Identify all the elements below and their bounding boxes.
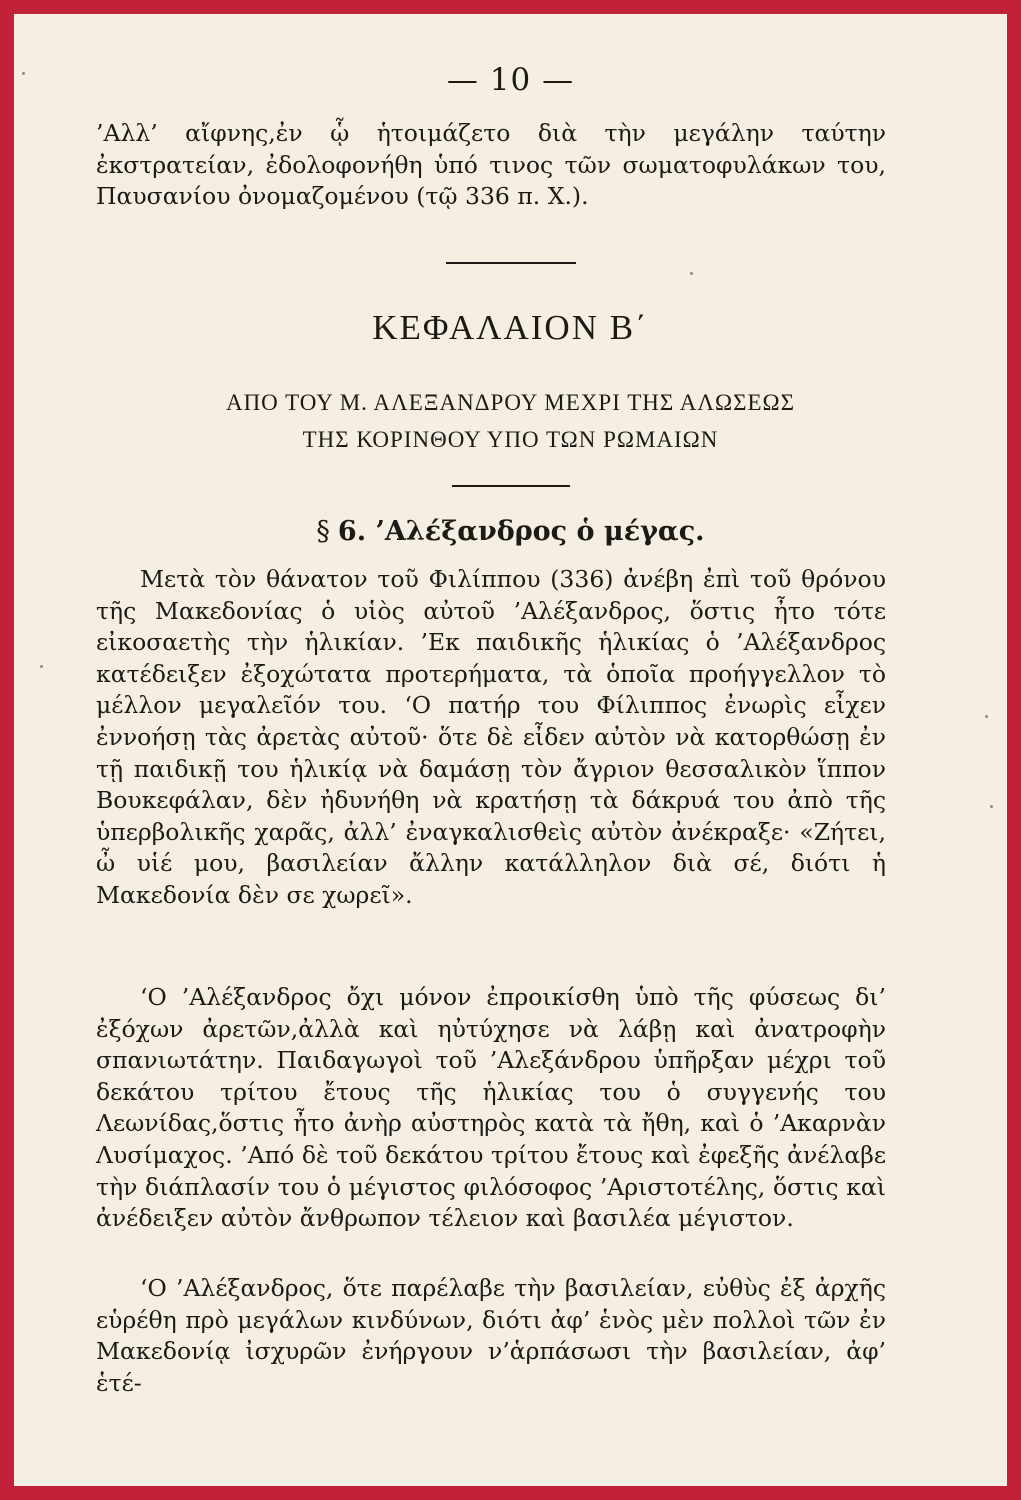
divider-bottom (452, 485, 570, 487)
paper-speck (22, 72, 25, 75)
paper-speck (985, 715, 988, 718)
section-symbol: § (316, 516, 330, 547)
body-paragraph-3: ‘Ο ’Αλέξανδρος, ὅτε παρέλαβε τὴν βασιλείαν, εὐθὺς ἐξ ἀρχῆς εὑρέθη πρὸ μεγάλων κινδύνων, διότι ἀφ’ ἑνὸς μὲν πολλοὶ τῶν ἐν Μακεδονίᾳ ἰσχυρῶν ἐνήργουν ν’ἁρπάσωσι τὴν βασιλείαν, ἀφ’ ἑτέ- (96, 1274, 886, 1397)
paper-speck (690, 272, 693, 275)
chapter-subtitle (0, 384, 1021, 458)
chapter-subtitle-line-1: ΑΠΟ ΤΟΥ Μ. ΑΛΕΞΑΝΔΡΟΥ ΜΕΧΡΙ ΤΗΣ ΑΛΩΣΕΩΣ (225, 390, 796, 415)
chapter-title: ΚΕΦΑΛΑΙΟΝ Β΄ (372, 308, 649, 347)
paper-speck (40, 665, 43, 668)
divider-top (446, 262, 576, 264)
section-title: ’Αλέξανδρος ὁ μέγας. (375, 516, 705, 547)
section-heading (0, 516, 1021, 547)
chapter-subtitle-line-2: ΤΗΣ ΚΟΡΙΝΘΟΥ ΥΠΟ ΤΩΝ ΡΩΜΑΙΩΝ (302, 427, 719, 452)
body-paragraph-1: Μετὰ τὸν θάνατον τοῦ Φιλίππου (336) ἀνέβη ἐπὶ τοῦ θρόνου τῆς Μακεδονίας ὁ υἱὸς αὐτοῦ ’Αλέξανδρος, ὅστις ἦτο τότε εἰκοσαετὴς τὴν ἡλικίαν. ’Εκ παιδικῆς ἡλικίας ὁ ’Αλέξανδρος κατέδειξεν ἐξοχώτατα προτερήματα, τὰ ὁποῖα προήγγελλον τὸ μέλλον μεγαλεῖόν του. ‘Ο πατήρ του Φίλιππος ἐνωρὶς εἶχεν ἐννοήσῃ τὰς ἀρετὰς αὐτοῦ· ὅτε δὲ εἶδεν αὐτὸν νὰ κατορθώσῃ ἐν τῇ παιδικῇ του ἡλικίᾳ νὰ δαμάσῃ τὸν ἄγριον θεσσαλικὸν ἵππον Βουκεφάλαν, δὲν ἠδυνήθη νὰ κρατήσῃ τὰ δάκρυά του ἀπὸ τῆς ὑπερβολικῆς χαρᾶς, ἀλλ’ ἐναγκαλισθεὶς αὐτὸν ἀνέκραξε· «Ζήτει, ὦ υἱέ μου, βασιλείαν ἄλλην κατάλληλον διὰ σέ, διότι ἡ Μακεδονία δὲν σε χωρεῖ». (96, 565, 886, 909)
paper-speck (990, 805, 993, 808)
page-number: — 10 — (446, 62, 575, 98)
intro-paragraph: ’Αλλ’ αἴφνης,ἐν ᾧ ἡτοιμάζετο διὰ τὴν μεγάλην ταύτην ἐκστρατείαν, ἐδολοφονήθη ὑπό τινος τῶν σωματοφυλάκων του, Παυσανίου ὀνομαζομένου (τῷ 336 π. Χ.). (96, 119, 886, 211)
body-paragraph-2: ‘Ο ’Αλέξανδρος ὄχι μόνον ἐπροικίσθη ὑπὸ τῆς φύσεως δι’ ἐξόχων ἀρετῶν,ἀλλὰ καὶ ηὐτύχησε νὰ λάβῃ καὶ ἀνατροφὴν σπανιωτάτην. Παιδαγωγοὶ τοῦ ’Αλεξάνδρου ὑπῆρξαν μέχρι τοῦ δεκάτου τρίτου ἔτους τῆς ἡλικίας του ὁ συγγενής του Λεωνίδας,ὅστις ἦτο ἀνὴρ αὐστηρὸς κατὰ τὰ ἤθη, καὶ ὁ ’Ακαρνὰν Λυσίμαχος. ’Από δὲ τοῦ δεκάτου τρίτου ἔτους καὶ ἐφεξῆς ἀνέλαβε τὴν διάπλασίν του ὁ μέγιστος φιλόσοφος ’Αριστοτέλης, ὅστις καὶ ἀνέδειξεν αὐτὸν ἄνθρωπον τέλειον καὶ βασιλέα μέγιστον. (96, 983, 886, 1233)
section-number: 6. (337, 516, 367, 547)
